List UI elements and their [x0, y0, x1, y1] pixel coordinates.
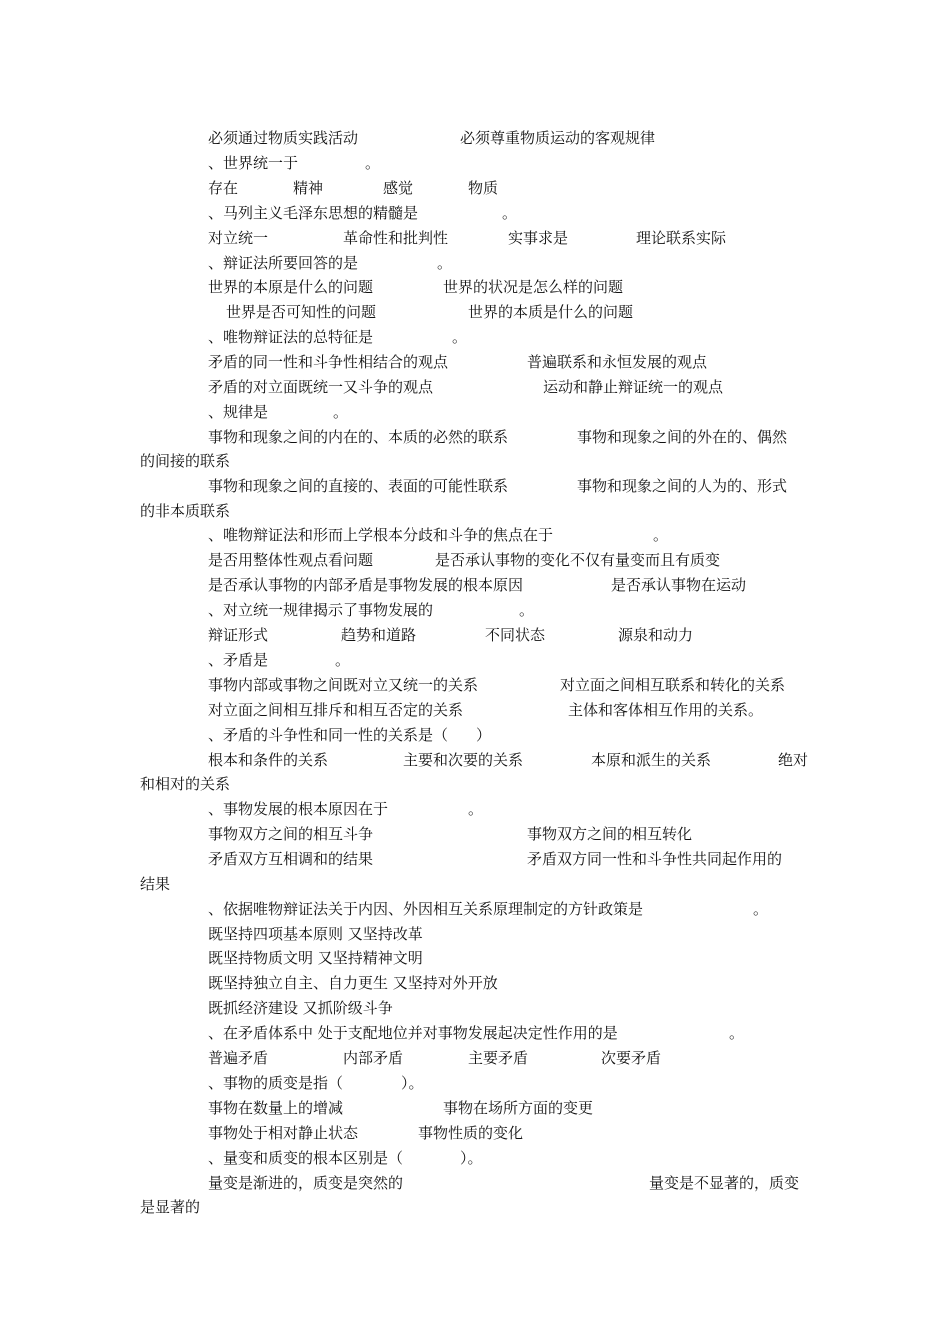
text-line-38-segment-3: 主要矛盾 — [468, 1049, 529, 1067]
text-line-3-segment-4: 物质 — [468, 179, 499, 197]
text-line-13-segment-1: 事物和现象之间的内在的、本质的必然的联系 — [208, 428, 509, 446]
text-line-3-segment-1: 存在 — [208, 179, 239, 197]
text-line-12-segment-2: 。 — [333, 403, 349, 421]
text-line-6-segment-1: 、辩证法所要回答的是 — [208, 254, 359, 272]
text-line-28-segment-2: 。 — [468, 800, 484, 818]
text-line-15-segment-2: 事物和现象之间的人为的、形式 — [577, 477, 788, 495]
text-line-4-segment-1: 、马列主义毛泽东思想的精髓是 — [208, 204, 419, 222]
text-line-22-segment-1: 、矛盾是 — [208, 651, 269, 669]
text-line-12-segment-1: 、规律是 — [208, 403, 269, 421]
text-line-35-segment-1: 既坚持独立自主、自力更生 又坚持对外开放 — [208, 974, 498, 992]
text-line-36-segment-1: 既抓经济建设 又抓阶级斗争 — [208, 999, 393, 1017]
text-line-2-segment-1: 、世界统一于 — [208, 154, 299, 172]
text-line-26-segment-3: 本原和派生的关系 — [591, 751, 712, 769]
text-line-21-segment-2: 趋势和道路 — [341, 626, 417, 644]
text-line-19-segment-1: 是否承认事物的内部矛盾是事物发展的根本原因 — [208, 576, 524, 594]
text-line-24-segment-1: 对立面之间相互排斥和相互否定的关系 — [208, 701, 464, 719]
text-line-41-segment-2: 事物性质的变化 — [418, 1124, 524, 1142]
text-line-39-segment-2: ）。 — [401, 1074, 424, 1092]
text-line-37-segment-1: 、在矛盾体系中 处于支配地位并对事物发展起决定性作用的是 — [208, 1024, 618, 1042]
text-line-43-segment-2: 量变是不显著的，质变 — [649, 1174, 800, 1192]
text-line-5-segment-3: 实事求是 — [508, 229, 569, 247]
text-line-31-segment-1: 结果 — [140, 875, 171, 893]
text-line-13-segment-2: 事物和现象之间的外在的、偶然 — [577, 428, 788, 446]
text-line-21-segment-4: 源泉和动力 — [618, 626, 694, 644]
text-line-10-segment-2: 普遍联系和永恒发展的观点 — [527, 353, 708, 371]
text-line-28-segment-1: 、事物发展的根本原因在于 — [208, 800, 389, 818]
text-line-43-segment-1: 量变是渐进的，质变是突然的 — [208, 1174, 404, 1192]
text-line-21-segment-1: 辩证形式 — [208, 626, 269, 644]
text-line-38-segment-1: 普遍矛盾 — [208, 1049, 269, 1067]
text-line-16-segment-1: 的非本质联系 — [140, 502, 231, 520]
text-line-21-segment-3: 不同状态 — [485, 626, 546, 644]
text-line-6-segment-2: 。 — [437, 254, 453, 272]
text-line-40-segment-1: 事物在数量上的增减 — [208, 1099, 344, 1117]
text-line-11-segment-2: 运动和静止辩证统一的观点 — [543, 378, 724, 396]
text-line-19-segment-2: 是否承认事物在运动 — [611, 576, 747, 594]
text-line-27-segment-1: 和相对的关系 — [140, 775, 231, 793]
text-line-7-segment-1: 世界的本原是什么的问题 — [208, 278, 374, 296]
text-line-29-segment-1: 事物双方之间的相互斗争 — [208, 825, 374, 843]
text-line-11-segment-1: 矛盾的对立面既统一又斗争的观点 — [208, 378, 434, 396]
text-line-17-segment-1: 、唯物辩证法和形而上学根本分歧和斗争的焦点在于 — [208, 526, 554, 544]
text-line-30-segment-1: 矛盾双方互相调和的结果 — [208, 850, 374, 868]
text-line-30-segment-2: 矛盾双方同一性和斗争性共同起作用的 — [527, 850, 783, 868]
text-line-24-segment-2: 主体和客体相互作用的关系。 — [568, 701, 764, 719]
text-line-15-segment-1: 事物和现象之间的直接的、表面的可能性联系 — [208, 477, 509, 495]
text-line-32-segment-2: 。 — [753, 900, 769, 918]
text-line-1-segment-1: 必须通过物质实践活动 — [208, 129, 359, 147]
text-line-14-segment-1: 的间接的联系 — [140, 452, 231, 470]
text-line-33-segment-1: 既坚持四项基本原则 又坚持改革 — [208, 925, 423, 943]
text-line-18-segment-1: 是否用整体性观点看问题 — [208, 551, 374, 569]
text-line-18-segment-2: 是否承认事物的变化不仅有量变而且有质变 — [435, 551, 721, 569]
text-line-25-segment-2: ） — [476, 726, 492, 744]
text-line-26-segment-2: 主要和次要的关系 — [403, 751, 524, 769]
text-line-22-segment-2: 。 — [335, 651, 351, 669]
text-line-5-segment-4: 理论联系实际 — [636, 229, 727, 247]
text-line-40-segment-2: 事物在场所方面的变更 — [443, 1099, 594, 1117]
text-line-23-segment-1: 事物内部或事物之间既对立又统一的关系 — [208, 676, 479, 694]
text-line-39-segment-1: 、事物的质变是指（ — [208, 1074, 344, 1092]
text-line-5-segment-2: 革命性和批判性 — [343, 229, 449, 247]
text-line-9-segment-2: 。 — [452, 328, 468, 346]
text-line-1-segment-2: 必须尊重物质运动的客观规律 — [460, 129, 656, 147]
text-line-37-segment-2: 。 — [729, 1024, 745, 1042]
text-line-10-segment-1: 矛盾的同一性和斗争性相结合的观点 — [208, 353, 449, 371]
text-line-32-segment-1: 、依据唯物辩证法关于内因、外因相互关系原理制定的方针政策是 — [208, 900, 644, 918]
text-line-29-segment-2: 事物双方之间的相互转化 — [527, 825, 693, 843]
text-line-25-segment-1: 、矛盾的斗争性和同一性的关系是（ — [208, 726, 449, 744]
text-line-9-segment-1: 、唯物辩证法的总特征是 — [208, 328, 374, 346]
text-line-17-segment-2: 。 — [653, 526, 669, 544]
text-line-26-segment-1: 根本和条件的关系 — [208, 751, 329, 769]
text-line-3-segment-3: 感觉 — [383, 179, 414, 197]
text-line-44-segment-1: 是显著的 — [140, 1198, 201, 1216]
text-line-8-segment-2: 世界的本质是什么的问题 — [468, 303, 634, 321]
text-line-2-segment-2: 。 — [365, 154, 381, 172]
text-line-3-segment-2: 精神 — [293, 179, 324, 197]
text-line-38-segment-4: 次要矛盾 — [601, 1049, 662, 1067]
text-line-26-segment-4: 绝对 — [778, 751, 809, 769]
text-line-4-segment-2: 。 — [502, 204, 518, 222]
text-line-8-segment-1: 世界是否可知性的问题 — [226, 303, 377, 321]
text-line-34-segment-1: 既坚持物质文明 又坚持精神文明 — [208, 949, 423, 967]
text-line-42-segment-2: ）。 — [460, 1149, 483, 1167]
text-line-20-segment-2: 。 — [519, 601, 535, 619]
text-line-38-segment-2: 内部矛盾 — [343, 1049, 404, 1067]
text-line-42-segment-1: 、量变和质变的根本区别是（ — [208, 1149, 404, 1167]
text-line-41-segment-1: 事物处于相对静止状态 — [208, 1124, 359, 1142]
text-line-7-segment-2: 世界的状况是怎么样的问题 — [443, 278, 624, 296]
text-line-5-segment-1: 对立统一 — [208, 229, 269, 247]
text-line-23-segment-2: 对立面之间相互联系和转化的关系 — [560, 676, 786, 694]
text-line-20-segment-1: 、对立统一规律揭示了事物发展的 — [208, 601, 434, 619]
